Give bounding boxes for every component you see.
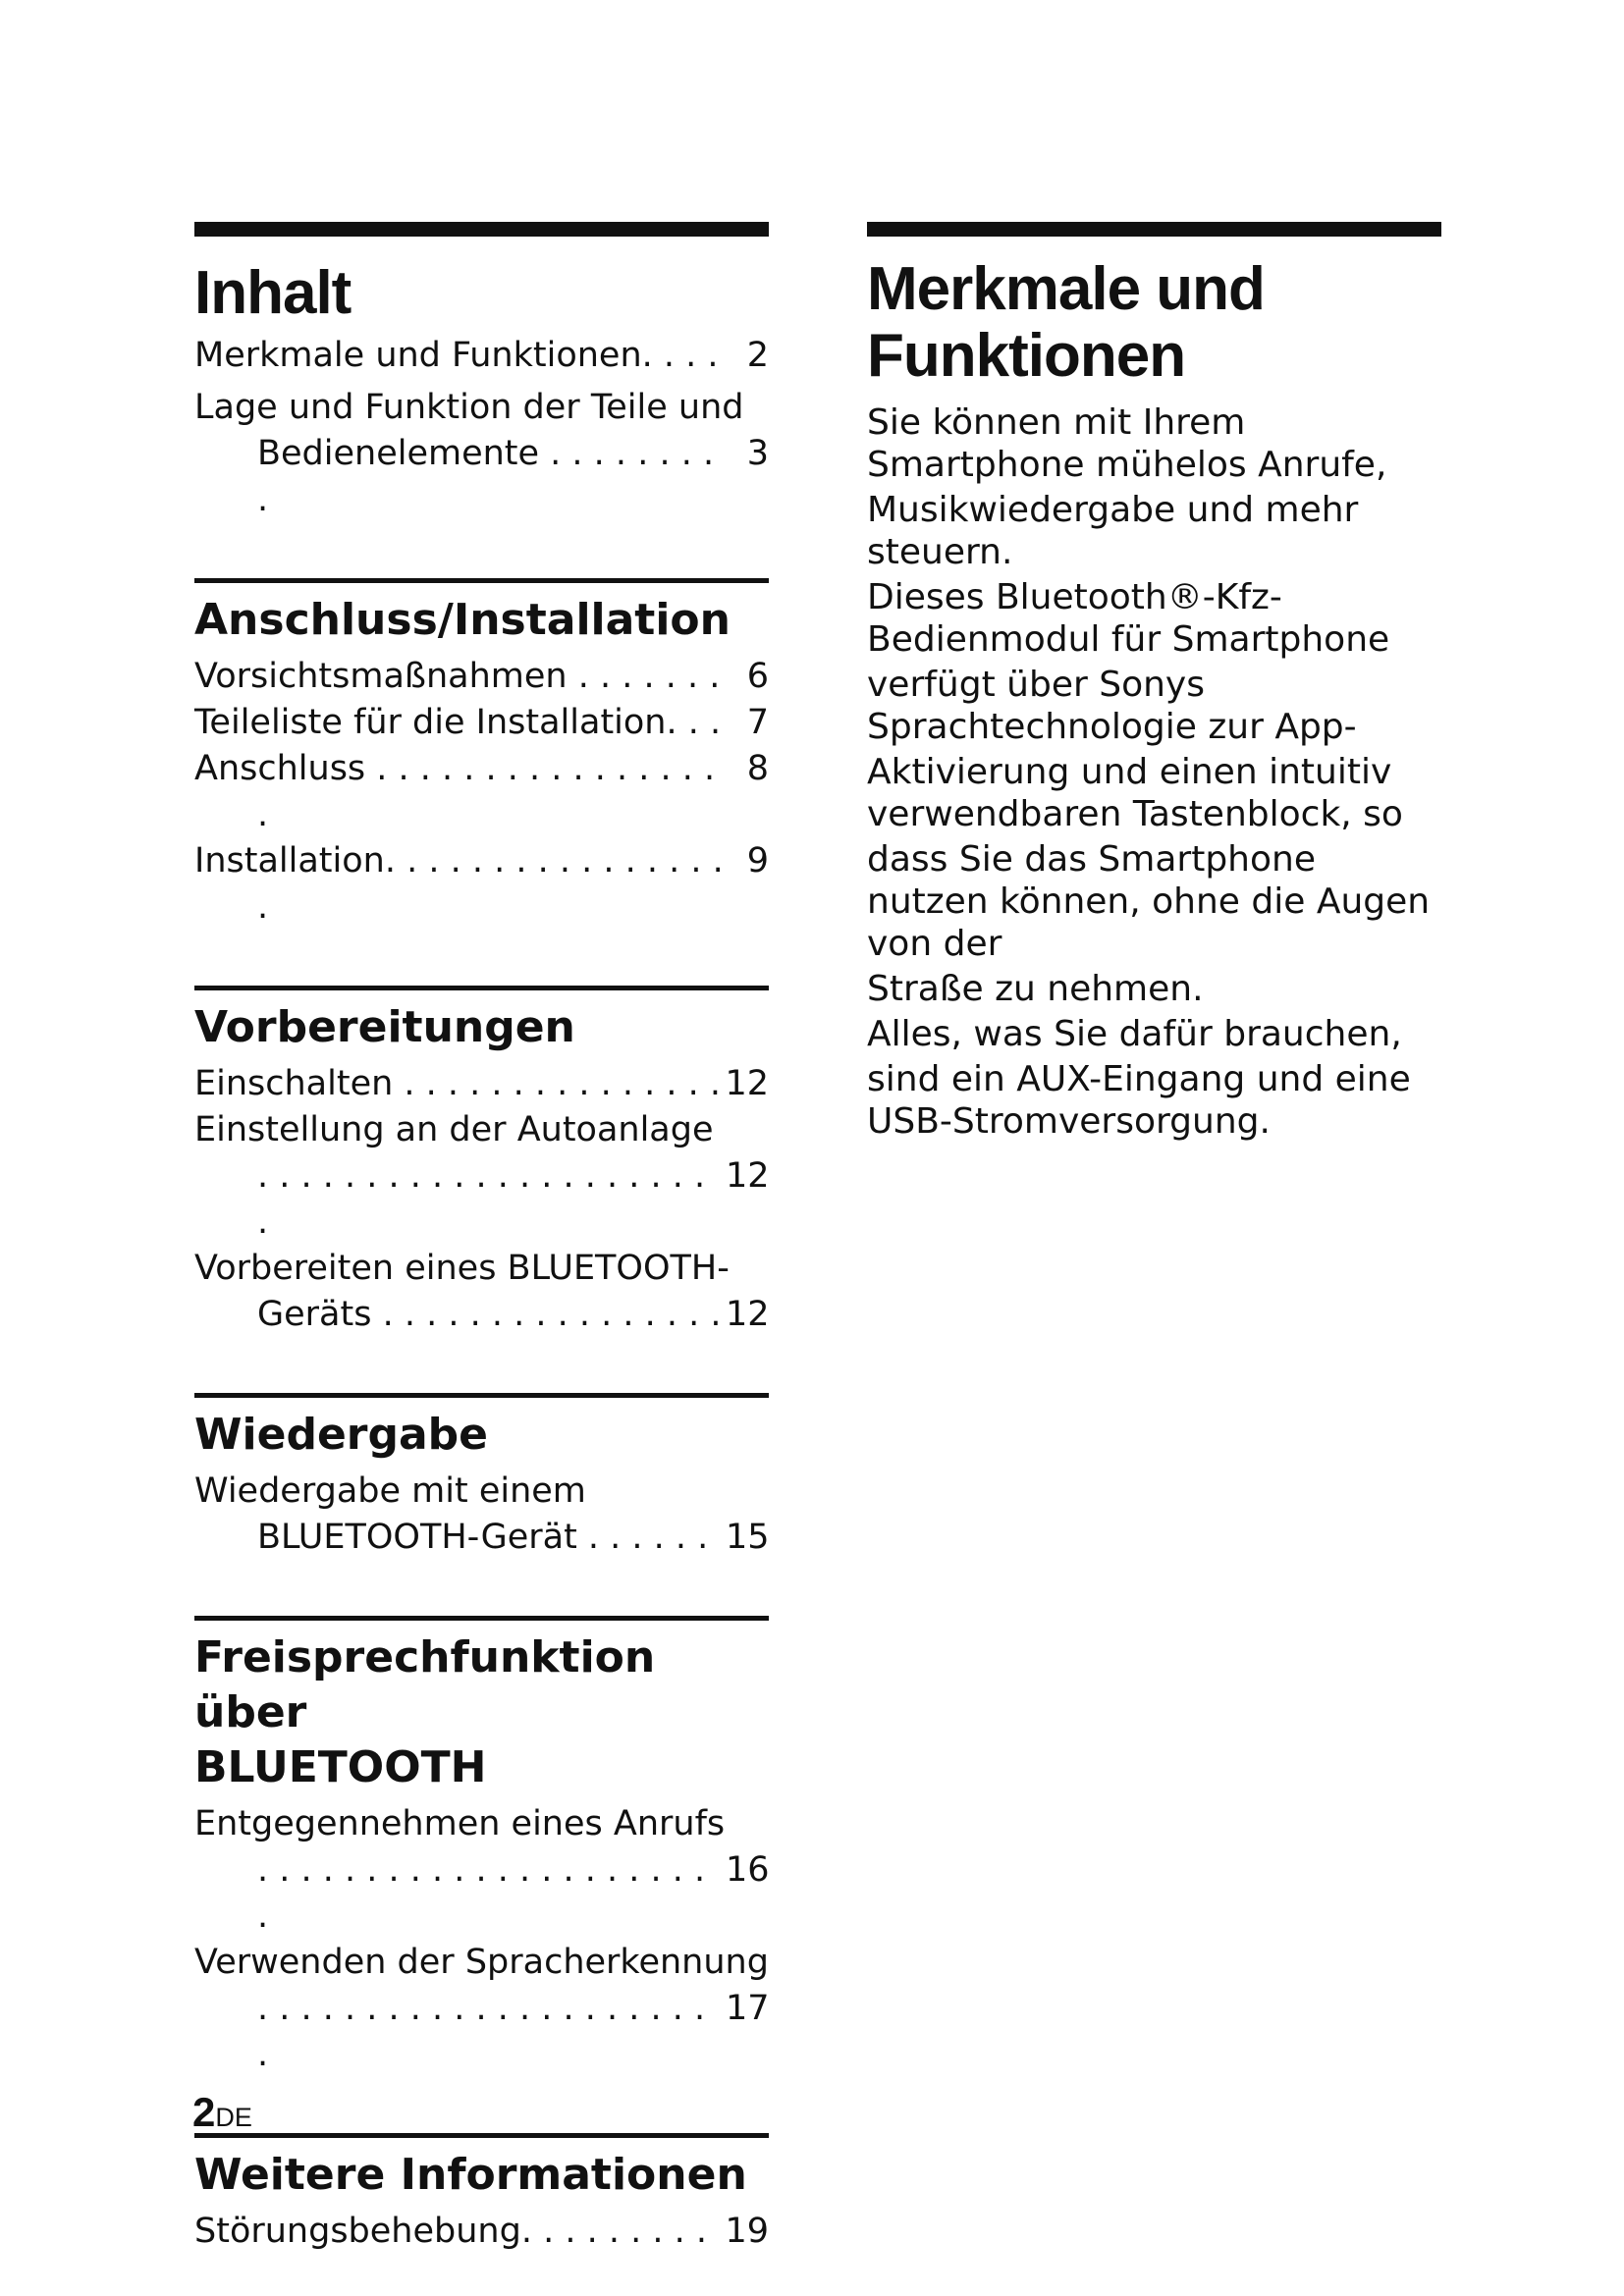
toc-section (194, 2133, 769, 2255)
title-rule (194, 222, 769, 237)
section-title: Freisprechfunktion über BLUETOOTH (194, 1632, 656, 1792)
toc-page-number: 7 (746, 703, 769, 742)
toc-page-number: 6 (746, 657, 769, 696)
section-title: Vorbereitungen (194, 1002, 575, 1052)
body-paragraph: Straße zu nehmen. (867, 969, 1204, 1009)
toc-entry[interactable]: Merkmale und Funktionen. . . . 2 (194, 333, 769, 379)
toc-entry[interactable]: Teileliste für die Installation. . . 7 (194, 700, 769, 746)
toc-entry[interactable]: Vorbereiten eines BLUETOOTH- Geräts . . . . . . . . . . . . . . . . 12 (194, 1246, 769, 1338)
toc-entry[interactable]: Einstellung an der Autoanlage . . . . . . . . . . . . . . . . . . . . . . 12 (194, 1107, 769, 1246)
toc-entry[interactable]: Entgegennehmen eines Anrufs . . . . . . . . . . . . . . . . . . . . . . 16 (194, 1801, 769, 1940)
features-section (867, 222, 1441, 1146)
title-rule (867, 222, 1441, 237)
body-paragraph: dass Sie das Smartphone nutzen können, ohne die Augen von der (867, 839, 1431, 964)
toc-page-number: 3 (746, 434, 769, 473)
toc-entry[interactable]: Einschalten . . . . . . . . . . . . . . . 12 (194, 1061, 769, 1107)
toc-page-number: 12 (726, 1295, 770, 1334)
features-title: Merkmale und Funktionen (867, 255, 1265, 390)
body-paragraph: sind ein AUX-Eingang und eine USB-Stromversorgung. (867, 1059, 1411, 1142)
section-title: Wiedergabe (194, 1410, 489, 1460)
toc-page-number: 8 (746, 749, 769, 788)
page-number: 2DE (192, 2089, 252, 2135)
toc-page-number: 12 (725, 1064, 769, 1103)
toc-page-number: 12 (726, 1156, 770, 1196)
toc-entry[interactable]: Vorsichtsmaßnahmen . . . . . . . 6 (194, 654, 769, 700)
toc-title: Inhalt (194, 259, 352, 327)
body-paragraph: Aktivierung und einen intuitiv verwendbaren Tastenblock, so (867, 752, 1403, 834)
language-code: DE (215, 2103, 252, 2132)
section-rule (194, 1616, 769, 1621)
toc-page-number: 19 (725, 2212, 769, 2251)
table-of-contents (194, 222, 769, 2255)
toc-entry[interactable]: Verwenden der Spracherkennung . . . . . . . . . . . . . . . . . . . . . . 17 (194, 1940, 769, 2078)
body-paragraph: Sie können mit Ihrem Smartphone mühelos Anrufe, (867, 402, 1387, 485)
toc-entry[interactable]: Installation. . . . . . . . . . . . . . . . . 9 (194, 838, 769, 931)
toc-section (194, 1393, 769, 1561)
body-paragraph: Musikwiedergabe und mehr steuern. (867, 490, 1359, 572)
section-rule (194, 986, 769, 990)
toc-section (194, 1616, 769, 2078)
body-paragraph: verfügt über Sonys Sprachtechnologie zur App- (867, 665, 1357, 747)
toc-page-number: 2 (746, 336, 769, 375)
section-rule (194, 578, 769, 583)
toc-page-number: 9 (746, 841, 769, 881)
section-rule (194, 2133, 769, 2138)
toc-entry[interactable]: Störungsbehebung. . . . . . . . . 19 (194, 2209, 769, 2255)
toc-page-number: 17 (726, 1989, 770, 2028)
toc-section (194, 578, 769, 931)
body-paragraph: Dieses Bluetooth®-Kfz-Bedienmodul für Smartphone (867, 577, 1390, 660)
toc-entry[interactable]: Wiedergabe mit einem BLUETOOTH-Gerät . . . . . . 15 (194, 1468, 769, 1561)
toc-page-number: 16 (726, 1850, 770, 1890)
section-title: Anschluss/Installation (194, 595, 731, 645)
toc-page-number: 15 (726, 1518, 770, 1557)
toc-entry[interactable]: Anschluss . . . . . . . . . . . . . . . . . 8 (194, 746, 769, 838)
toc-section (194, 986, 769, 1338)
section-rule (194, 1393, 769, 1398)
body-paragraph: Alles, was Sie dafür brauchen, (867, 1014, 1402, 1054)
toc-entry[interactable]: Lage und Funktion der Teile und Bedienelemente . . . . . . . . . 3 (194, 385, 769, 523)
section-title: Weitere Informationen (194, 2150, 747, 2200)
